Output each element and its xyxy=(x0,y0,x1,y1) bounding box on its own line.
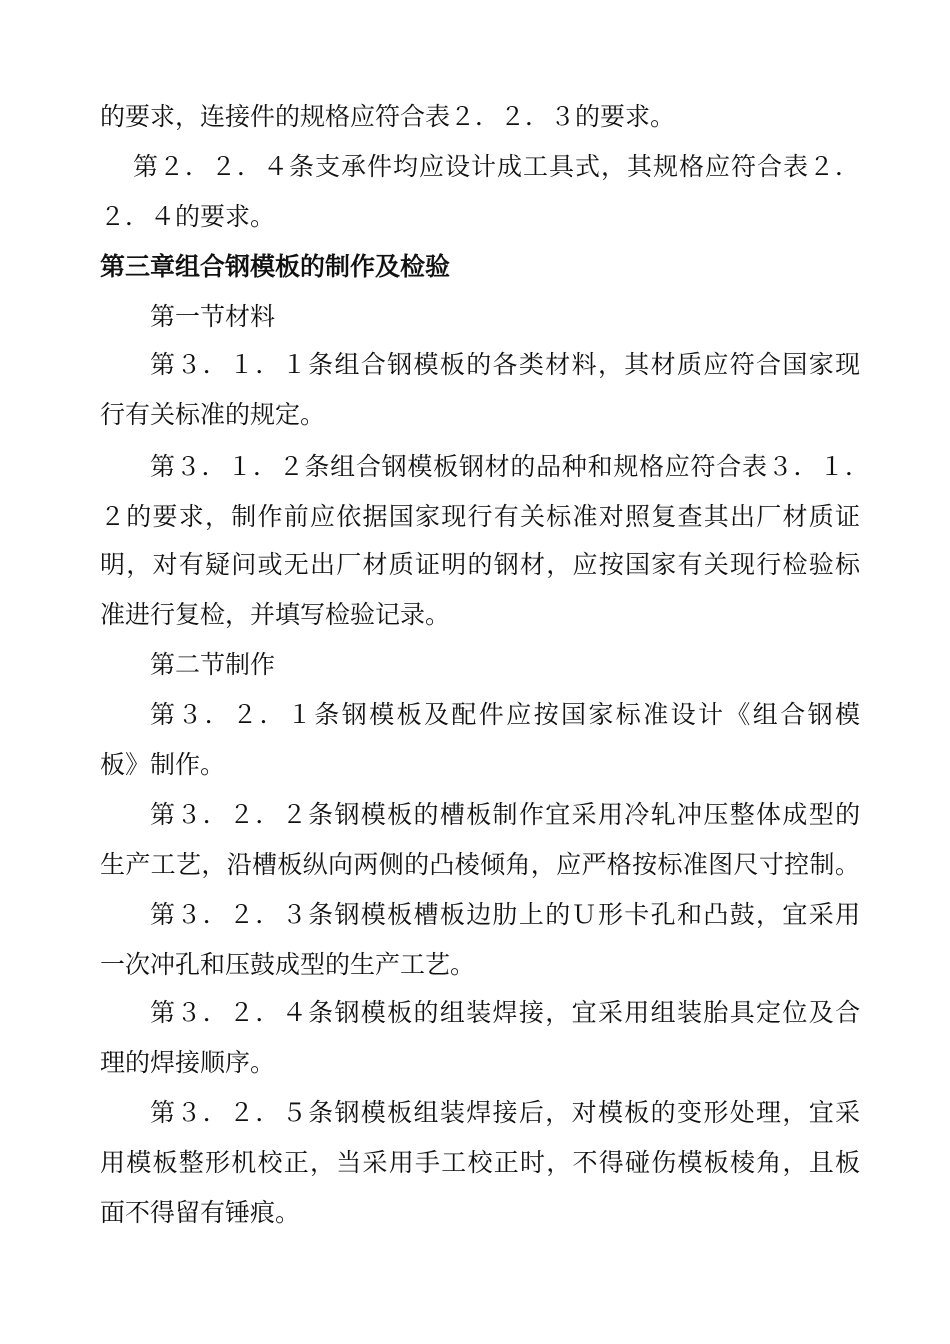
text-line-9: ２的要求，制作前应依据国家现行有关标准对照复查其出厂材质证 xyxy=(100,502,862,531)
section-heading-2: 第二节制作 xyxy=(150,650,276,679)
text-line-23: 面不得留有锤痕。 xyxy=(100,1198,301,1227)
text-line-15: 第３．２．２条钢模板的槽板制作宜采用冷轧冲压整体成型的 xyxy=(150,800,862,829)
text-line-13: 第３．２．１条钢模板及配件应按国家标准设计《组合钢模 xyxy=(150,700,863,729)
text-line-8: 第３．１．２条组合钢模板钢材的品种和规格应符合表３．１． xyxy=(150,452,871,481)
text-line-10: 明，对有疑问或无出厂材质证明的钢材，应按国家有关现行检验标 xyxy=(100,550,862,579)
text-line-3: ２．４的要求。 xyxy=(100,202,276,231)
text-line-21: 第３．２．５条钢模板组装焊接后，对模板的变形处理，宜采 xyxy=(150,1098,862,1127)
text-line-1: 的要求，连接件的规格应符合表２．２．３的要求。 xyxy=(100,102,676,131)
text-line-11: 准进行复检，并填写检验记录。 xyxy=(100,600,451,629)
text-line-19: 第３．２．４条钢模板的组装焊接，宜采用组装胎具定位及合 xyxy=(150,998,862,1027)
text-line-16: 生产工艺，沿槽板纵向两侧的凸棱倾角，应严格按标准图尺寸控制。 xyxy=(100,850,861,879)
chapter-heading: 第三章组合钢模板的制作及检验 xyxy=(100,252,451,281)
text-line-20: 理的焊接顺序。 xyxy=(100,1048,276,1077)
text-line-7: 行有关标准的规定。 xyxy=(100,400,326,429)
text-line-17: 第３．２．３条钢模板槽板边肋上的Ｕ形卡孔和凸鼓，宜采用 xyxy=(150,900,862,929)
text-line-14: 板》制作。 xyxy=(100,750,226,779)
section-heading-1: 第一节材料 xyxy=(150,302,276,331)
text-line-2: 第２．２．４条支承件均应设计成工具式，其规格应符合表２． xyxy=(133,152,862,181)
text-line-6: 第３．１．１条组合钢模板的各类材料，其材质应符合国家现 xyxy=(150,350,862,379)
text-line-18: 一次冲孔和压鼓成型的生产工艺。 xyxy=(100,950,476,979)
text-line-22: 用模板整形机校正，当采用手工校正时，不得碰伤模板棱角，且板 xyxy=(100,1148,862,1177)
